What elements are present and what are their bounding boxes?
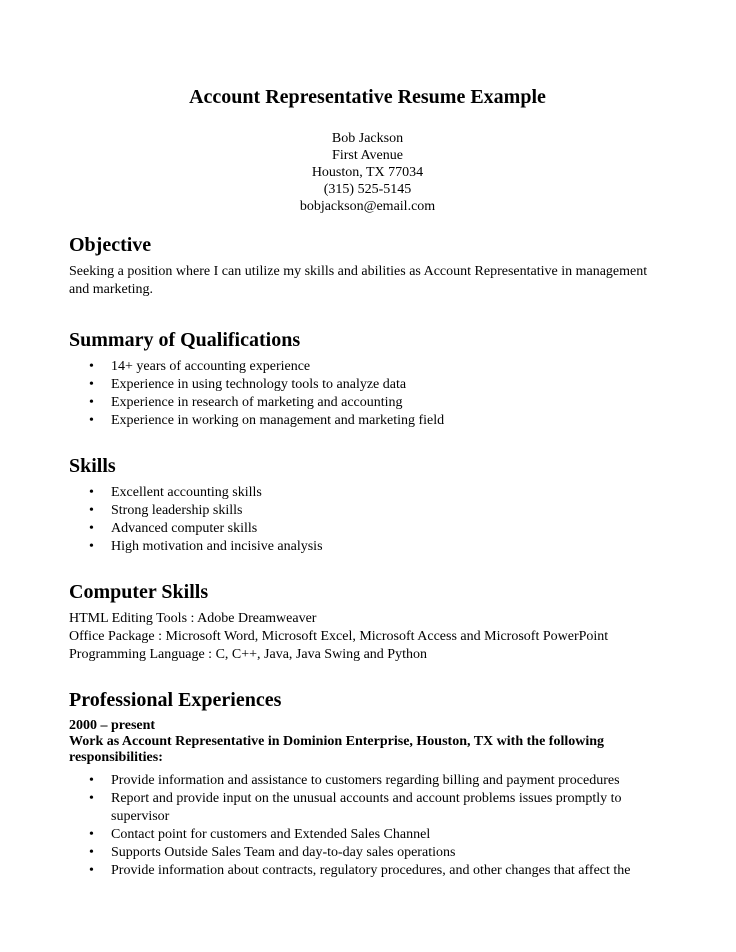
- bullet-icon: •: [89, 485, 94, 500]
- bullet-icon: •: [89, 413, 94, 428]
- contact-phone: (315) 525-5145: [323, 182, 412, 197]
- list-item: [89, 790, 666, 826]
- list-item-text: High motivation and incisive analysis: [111, 539, 323, 554]
- bullet-icon: •: [89, 791, 94, 806]
- list-item-text: Advanced computer skills: [111, 521, 258, 536]
- list-item-text: Provide information and assistance to customers regarding billing and payment procedures: [111, 773, 620, 788]
- computer-skills-heading: Computer Skills: [69, 581, 209, 603]
- bullet-icon: •: [89, 863, 94, 878]
- employment-period: 2000 – present: [69, 718, 156, 733]
- summary-list: [69, 358, 666, 430]
- list-item: [89, 772, 666, 790]
- list-item-text: Strong leadership skills: [111, 503, 243, 518]
- list-item-text: Experience in working on management and marketing field: [111, 413, 445, 428]
- list-item: [89, 412, 666, 430]
- list-item-text: Provide information about contracts, regulatory procedures, and other changes that affect the: [111, 863, 631, 878]
- list-item: [89, 358, 666, 376]
- list-item: [89, 376, 666, 394]
- computer-skill-line: Programming Language : C, C++, Java, Java Swing and Python: [69, 647, 427, 662]
- contact-block: [69, 130, 666, 215]
- summary-section: [69, 327, 666, 430]
- bullet-icon: •: [89, 521, 94, 536]
- list-item-text: Experience in research of marketing and accounting: [111, 395, 403, 410]
- skills-list: [69, 484, 666, 556]
- document-title: Account Representative Resume Example: [189, 86, 546, 108]
- computer-skills-lines: [69, 610, 666, 664]
- bullet-icon: •: [89, 503, 94, 518]
- summary-heading: Summary of Qualifications: [69, 329, 301, 351]
- list-item: [89, 826, 666, 844]
- computer-skill-line: HTML Editing Tools : Adobe Dreamweaver: [69, 611, 317, 626]
- employment-role: Work as Account Representative in Dominion Enterprise, Houston, TX with the following responsibilities:: [69, 734, 605, 765]
- list-item: [89, 844, 666, 862]
- list-item-text: Report and provide input on the unusual accounts and account problems issues promptly to supervisor: [111, 791, 622, 824]
- responsibilities-list: [69, 772, 666, 880]
- objective-text: Seeking a position where I can utilize my skills and abilities as Account Representative in management and marketing.: [69, 264, 648, 297]
- list-item-text: Excellent accounting skills: [111, 485, 262, 500]
- bullet-icon: •: [89, 395, 94, 410]
- bullet-icon: •: [89, 377, 94, 392]
- list-item: [89, 538, 666, 556]
- list-item: [89, 484, 666, 502]
- skills-section: [69, 453, 666, 556]
- contact-city: Houston, TX 77034: [311, 165, 424, 180]
- bullet-icon: •: [89, 773, 94, 788]
- computer-skill-line: Office Package : Microsoft Word, Microsoft Excel, Microsoft Access and Microsoft PowerPoint: [69, 629, 609, 644]
- objective-heading: Objective: [69, 234, 152, 256]
- skills-heading: Skills: [69, 455, 116, 477]
- list-item: [89, 862, 666, 880]
- bullet-icon: •: [89, 845, 94, 860]
- list-item-text: Contact point for customers and Extended Sales Channel: [111, 827, 431, 842]
- contact-street: First Avenue: [332, 148, 403, 163]
- list-item: [89, 502, 666, 520]
- list-item: [89, 520, 666, 538]
- contact-email: bobjackson@email.com: [299, 199, 436, 214]
- list-item-text: Supports Outside Sales Team and day-to-day sales operations: [111, 845, 456, 860]
- bullet-icon: •: [89, 827, 94, 842]
- list-item: [89, 394, 666, 412]
- list-item-text: Experience in using technology tools to analyze data: [111, 377, 407, 392]
- objective-section: [69, 232, 666, 299]
- professional-heading: Professional Experiences: [69, 689, 282, 711]
- professional-section: [69, 687, 666, 880]
- bullet-icon: •: [89, 539, 94, 554]
- computer-skills-section: [69, 579, 666, 664]
- bullet-icon: •: [89, 359, 94, 374]
- contact-name: Bob Jackson: [331, 131, 404, 146]
- list-item-text: 14+ years of accounting experience: [111, 359, 311, 374]
